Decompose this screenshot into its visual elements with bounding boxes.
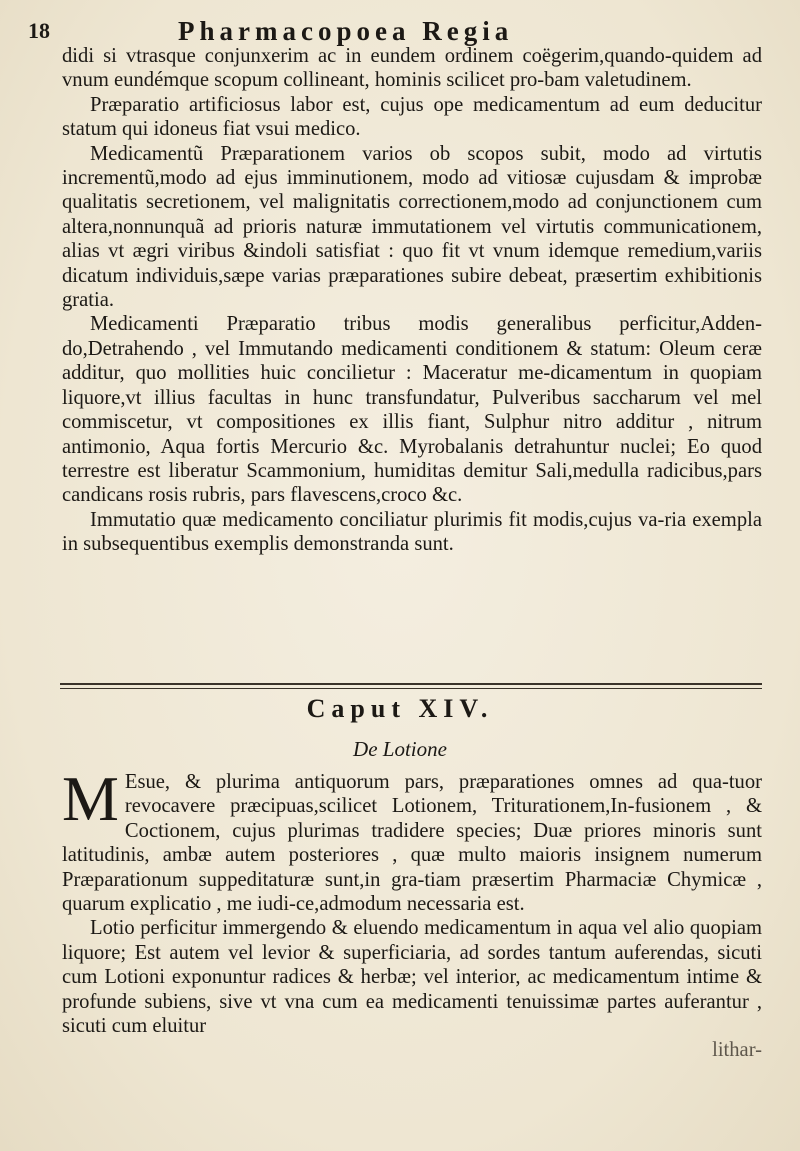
paragraph: Præparatio artificiosus labor est, cujus ope medicamentum ad eum deducitur statum qui idoneus fiat vsui medico. xyxy=(62,93,762,141)
paragraph: Medicamenti Præparatio tribus modis generalibus perficitur,Adden-do,Detrahendo , vel Immutando medicamenti conditionem & statum: Oleum ceræ additur, quo mollities huic concilietur : Maceratur me-dicamentum in quopiam liquore,vt illius facultas in hunc transfundatur, Pulveribus saccharum vel mel commiscetur, vt compositiones ex illis fiant, Sulphur nitro additur , nitrum antimonio, Aqua fortis Mercurio &c. Myrobalanis detrahuntur nuclei; Eo quod terrestre est liberatur Scammonium, humiditas demitur Sali,medulla radicibus,pars candicans rosis rubris, pars flavescens,croco &c. xyxy=(62,313,762,507)
chapter-heading: Caput XIV. xyxy=(306,694,494,723)
catchword: lithar- xyxy=(712,1039,762,1062)
chapter-subtitle: De Lotione xyxy=(353,737,447,761)
paragraph-text: Esue, & plurima antiquorum pars, præparationes omnes ad qua-tuor revocavere præcipuas,scilicet Lotionem, Triturationem,In-fusionem , & Coctionem, cujus plurimas tradidere species; Duæ priores minoris sunt latitudinis, ambæ autem posteriores , quæ multo maioris insignem numerum Præparationum suppeditaturæ sunt,in gra-tiam præsertim Pharmaciæ Chymicæ , quarum explicatio , me iudi-ce,admodum necessaria est. xyxy=(62,771,762,916)
section-divider xyxy=(60,683,762,689)
paragraph xyxy=(62,916,762,1038)
paragraph: Medicamentũ Præparationem varios ob scopos subit, modo ad virtutis incrementũ,modo ad ejus imminutionem, modo ad vitiosæ cujusdam & improbæ qualitatis secretionem, vel malignitatis correctionem,modo ad conjunctionem cum altera,nonnunquã ad prioris naturæ immutationem vel virtutis communicationem, alias vt ægri viribus &indoli satisfiat : quo fit vt vnum idemque remedium,variis dicatum individuis,sæpe varias præparationes subire debeat, præsertim exhibitionis gratia. xyxy=(62,142,762,312)
body-text-bottom xyxy=(62,763,762,1063)
page-number: 18 xyxy=(28,18,50,43)
paragraph-text: Lotio perficitur immergendo & eluendo medicamentum in aqua vel alio quopiam liquore; Est autem vel levior & superficiaria, ad sordes tantum auferendas, sicuti cum Lotioni exponuntur radices & herbæ; vel interior, ac medicamentum intime & profunde subiens, sive vt vna cum ea medicamenti tenuissimæ partes auferantur , sicuti cum eluitur xyxy=(62,917,762,1038)
paragraph xyxy=(62,763,762,916)
drop-cap: M xyxy=(62,763,119,834)
paragraph: didi si vtrasque conjunxerim ac in eundem ordinem coëgerim,quando-quidem ad vnum eundémque scopum collineant, hominis scilicet pro-bam valetudinem. xyxy=(62,45,762,92)
running-head: Pharmacopoea Regia xyxy=(178,16,514,46)
body-text-top xyxy=(62,44,762,557)
paragraph: Immutatio quæ medicamento conciliatur plurimis fit modis,cujus va-ria exempla in subsequentibus exemplis demonstranda sunt. xyxy=(62,508,762,556)
